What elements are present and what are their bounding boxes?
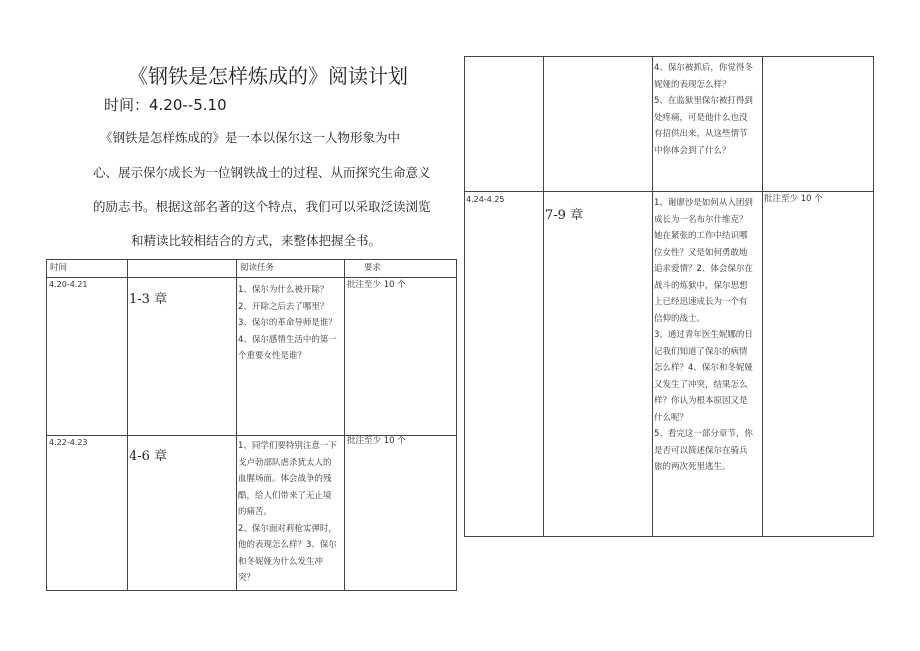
task-line: 1、同学们要特别注意一下 — [238, 441, 337, 451]
task-line: 上已经迅速成长为一个有 — [654, 297, 748, 307]
task-line: 妮娅的表现怎么样？ — [654, 79, 731, 90]
task-line: 和冬妮娅为什么发生冲 — [238, 556, 324, 567]
task-line: 处疼痛，可是他什么也没 — [654, 112, 748, 123]
intro-line: 心、展示保尔成长为一位钢铁战士的过程、从而探究生命意义 — [93, 165, 431, 180]
row-tasks — [238, 282, 337, 365]
row-chapter: 4-6 章 — [129, 449, 168, 464]
plan-table-right — [464, 56, 874, 537]
task-line: 1、保尔为什么被开除？ — [238, 285, 329, 295]
task-line: 战斗的炼狱中，保尔思想 — [654, 280, 748, 291]
task-line: 4、保尔感情生活中的第一 — [238, 334, 337, 345]
header-task: 阅读任务 — [240, 263, 275, 273]
row-date: 4.24-4.25 — [466, 195, 505, 204]
task-line: 他的表现怎么样？3、保尔 — [238, 540, 337, 550]
task-line: 突？ — [238, 573, 256, 583]
task-line: 酷，给人们带来了无止境 — [238, 490, 332, 501]
task-line: 什么呢？ — [654, 412, 689, 423]
page-title: 《钢铁是怎样炼成的》阅读计划 — [128, 64, 408, 88]
task-line: 是否可以简述保尔在骑兵 — [654, 445, 748, 456]
row-req: 批注至少 10 个 — [347, 436, 406, 446]
row-date: 4.20-4.21 — [49, 280, 88, 289]
row-tasks — [654, 60, 753, 159]
row-tasks — [654, 195, 753, 476]
task-line: 成长为一名布尔什维克？ — [654, 214, 748, 225]
task-line: 4、保尔被抓后，你觉得冬 — [654, 63, 753, 73]
task-line: 怎么样？4、保尔和冬妮娅 — [654, 363, 753, 373]
task-line: 位女性？又是如何勇敢地 — [654, 247, 748, 258]
task-line: 2、开除之后去了哪里？ — [238, 301, 329, 312]
row-req: 批注至少 10 个 — [347, 280, 406, 290]
row-chapter: 1-3 章 — [129, 292, 168, 307]
row-date: 4.22-4.23 — [49, 438, 88, 447]
task-line: 旅的两次死里逃生。 — [654, 462, 731, 472]
intro-line: 的励志书。根据这部名著的这个特点，我们可以采取泛读浏览 — [93, 199, 431, 214]
task-line: 2、保尔面对莉枪实弹时， — [238, 523, 337, 534]
intro-line: 《钢铁是怎样炼成的》是一本以保尔这一人物形象为中 — [100, 130, 401, 145]
intro-line: 和精读比较相结合的方式，来整体把握全书。 — [131, 233, 382, 248]
task-line: 血腥场面。体会战争的残 — [238, 474, 332, 484]
task-line: 又发生了冲突，结果怎么 — [654, 379, 748, 390]
task-line: 5、在监狱里保尔被打得到 — [654, 96, 753, 106]
plan-table-left — [46, 259, 457, 591]
task-line: 信仰的战士。 — [654, 313, 706, 324]
row-chapter: 7-9 章 — [545, 208, 584, 223]
task-line: 1、谢廖沙是如何从入团到 — [654, 198, 753, 208]
task-line: 中你体会到了什么？ — [654, 145, 731, 156]
task-line: 5、看完这一部分章节，你 — [654, 429, 753, 439]
task-line: 的痛苦。 — [238, 507, 273, 517]
task-line: 她在紧张的工作中结识哪 — [654, 231, 748, 241]
row-tasks — [238, 438, 337, 587]
task-line: 追求爱情？2、体会保尔在 — [654, 264, 753, 274]
task-line: 有招供出来，从这些情节 — [654, 129, 748, 139]
time-range: 时间：4.20--5.10 — [104, 96, 227, 114]
row-req: 批注至少 10 个 — [764, 194, 823, 204]
header-req: 要求 — [364, 263, 382, 273]
task-line: 3、通过青年医生妮娜的日 — [654, 330, 753, 340]
header-time: 时间 — [50, 263, 68, 273]
task-line: 3、保尔的革命导师是谁？ — [238, 318, 337, 328]
task-line: 个重要女性是谁？ — [238, 351, 307, 361]
task-line: 样？你认为根本原因又是 — [654, 396, 748, 406]
task-line: 记我们知道了保尔的病情 — [654, 346, 748, 357]
task-line: 戈卢勃部队虐杀犹太人的 — [238, 457, 332, 468]
